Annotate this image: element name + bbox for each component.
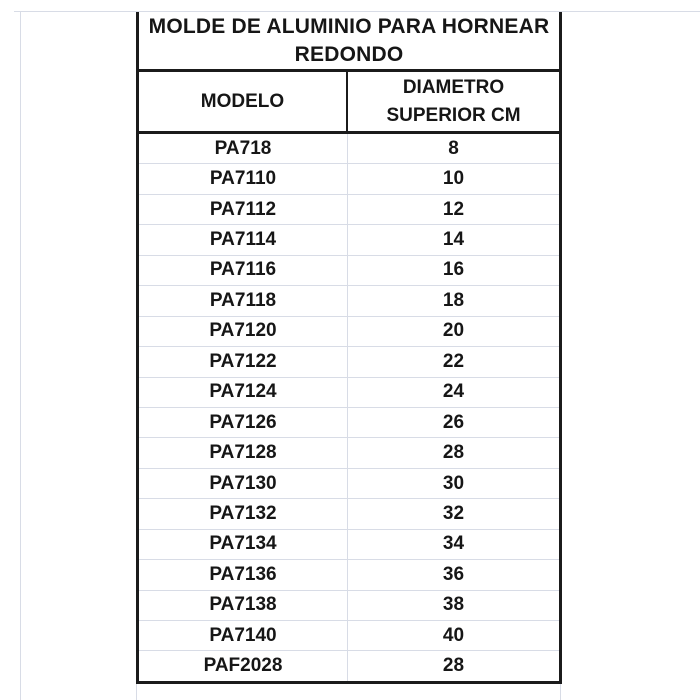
modelo-cell: PA7138	[139, 591, 348, 620]
diametro-cell: 30	[442, 472, 465, 494]
diametro-cell: 22	[442, 350, 465, 372]
table-row	[139, 651, 559, 680]
modelo-cell: PA7128	[139, 438, 348, 467]
table-row	[139, 317, 559, 347]
modelo-cell: PA7110	[139, 164, 348, 193]
spreadsheet-gridline-below-table-right	[560, 684, 561, 700]
diametro-cell: 16	[442, 259, 465, 281]
table-row	[139, 256, 559, 286]
diametro-cell: 10	[442, 168, 465, 190]
table-row	[139, 530, 559, 560]
modelo-cell: PA7118	[139, 286, 348, 315]
table-row	[139, 347, 559, 377]
diametro-cell: 38	[442, 594, 465, 616]
table-row	[139, 286, 559, 316]
diametro-cell: 26	[442, 411, 465, 433]
column-header-diametro-line2: SUPERIOR CM	[386, 104, 521, 126]
column-header-modelo-label: MODELO	[200, 90, 285, 112]
modelo-cell: PA7126	[139, 408, 348, 437]
table-row	[139, 378, 559, 408]
diametro-cell: 40	[442, 624, 465, 646]
diametro-cell: 20	[442, 320, 465, 342]
table-row	[139, 195, 559, 225]
modelo-cell: PA7130	[139, 469, 348, 498]
modelo-cell: PA7124	[139, 378, 348, 407]
modelo-cell: PA7120	[139, 317, 348, 346]
modelo-cell: PA7132	[139, 499, 348, 528]
modelo-cell: PA7116	[139, 256, 348, 285]
diametro-cell: 34	[442, 533, 465, 555]
table-row	[139, 469, 559, 499]
spreadsheet-gridline-left	[20, 11, 21, 700]
diametro-cell: 14	[442, 229, 465, 251]
column-header-modelo	[139, 72, 348, 131]
table-row	[139, 438, 559, 468]
table-row	[139, 591, 559, 621]
diametro-cell: 8	[448, 137, 459, 159]
product-table	[136, 12, 562, 684]
table-row	[139, 408, 559, 438]
table-title-line2: REDONDO	[294, 42, 404, 66]
modelo-cell: PA7140	[139, 621, 348, 650]
table-row	[139, 499, 559, 529]
diametro-cell: 36	[442, 563, 465, 585]
diametro-cell: 28	[442, 655, 465, 677]
modelo-cell: PA7122	[139, 347, 348, 376]
modelo-cell: PA718	[139, 134, 348, 163]
modelo-cell: PA7112	[139, 195, 348, 224]
table-title-line1: MOLDE DE ALUMINIO PARA HORNEAR	[148, 14, 550, 38]
modelo-cell: PA7134	[139, 530, 348, 559]
diametro-cell: 24	[442, 381, 465, 403]
diametro-cell: 32	[442, 502, 465, 524]
diametro-cell: 12	[442, 198, 465, 220]
table-row	[139, 225, 559, 255]
diametro-cell: 28	[442, 442, 465, 464]
table-row	[139, 621, 559, 651]
table-header-row	[139, 72, 559, 134]
table-row	[139, 134, 559, 164]
table-title	[139, 12, 559, 72]
table-body	[139, 134, 559, 681]
modelo-cell: PA7136	[139, 560, 348, 589]
modelo-cell: PAF2028	[139, 651, 348, 680]
spreadsheet-gridline-below-table-left	[136, 684, 137, 700]
diametro-cell: 18	[442, 289, 465, 311]
column-header-diametro	[348, 72, 559, 131]
column-header-diametro-line1: DIAMETRO	[402, 76, 505, 98]
table-row	[139, 560, 559, 590]
modelo-cell: PA7114	[139, 225, 348, 254]
table-row	[139, 164, 559, 194]
